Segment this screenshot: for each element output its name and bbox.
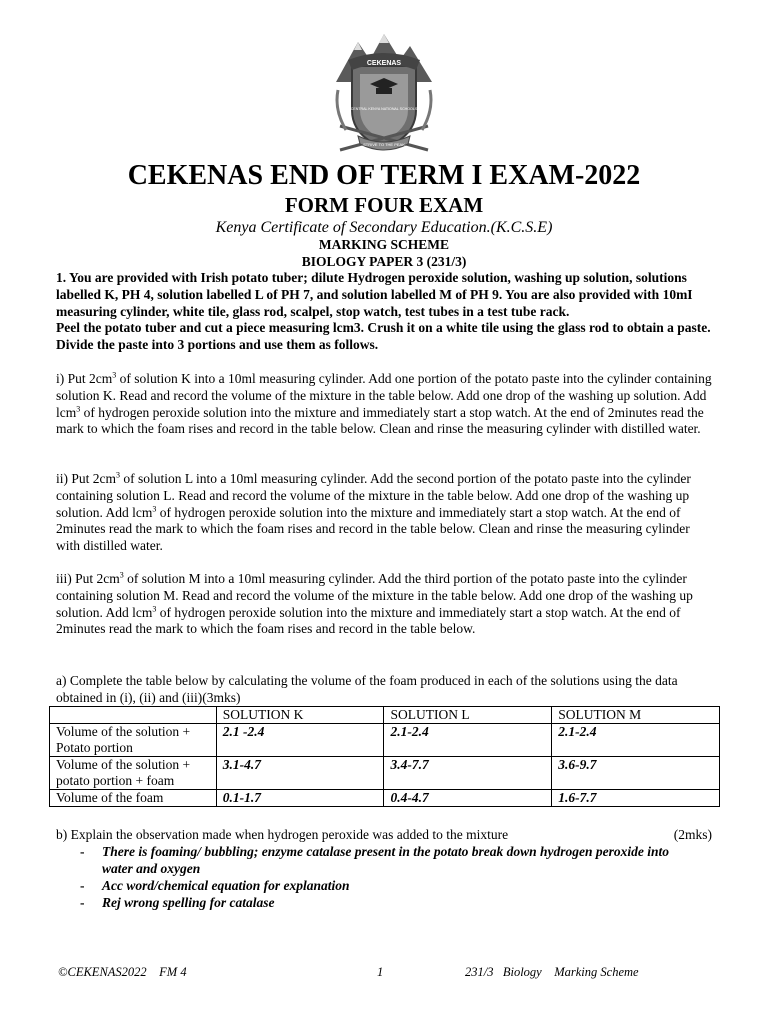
marking-scheme-heading: MARKING SCHEME bbox=[318, 237, 450, 252]
answer-list bbox=[78, 843, 678, 911]
bullet-dash: - bbox=[80, 844, 85, 859]
superscript: 3 bbox=[116, 470, 120, 480]
table-cell: 3.6-9.7 bbox=[552, 757, 720, 790]
paper-heading: BIOLOGY PAPER 3 (231/3) bbox=[301, 254, 467, 269]
table-header-cell: SOLUTION M bbox=[552, 707, 720, 724]
question-1-instruction: Peel the potato tuber and cut a piece measuring lcm3. Crush it on a white tile using the glass rod to obtain a paste. Divide the paste into 3 portions and use them as follows. bbox=[56, 320, 711, 353]
step-iii-text-b: of solution M into a 10ml measuring cylinder. Add the third portion of the potato paste into the cylinder containing solution M. Read and record the volume of the mixture in the table below. Add one drop of the washing up solution. Add lcm bbox=[56, 571, 693, 620]
footer-right: 231/3 Biology Marking Scheme bbox=[465, 965, 639, 979]
logo-banner-text: CEKENAS bbox=[366, 60, 402, 67]
part-b-question bbox=[56, 826, 712, 843]
step-ii bbox=[56, 471, 716, 555]
table-cell: 2.1-2.4 bbox=[552, 724, 720, 757]
row-label: Volume of the foam bbox=[50, 790, 217, 807]
step-i-text-b: of solution K into a 10ml measuring cylinder. Add one portion of the potato paste into the cylinder containing solution K. Read and record the volume of the mixture in the table below. Add one drop of the washing up solution. Add lcm bbox=[56, 371, 712, 420]
exam-subtitle: FORM FOUR EXAM bbox=[284, 193, 484, 217]
table-cell: 0.1-1.7 bbox=[216, 790, 384, 807]
table-cell: 1.6-7.7 bbox=[552, 790, 720, 807]
certificate-name: Kenya Certificate of Secondary Education.(K.C.S.E) bbox=[215, 219, 553, 236]
footer-page-number: 1 bbox=[377, 965, 384, 979]
results-table bbox=[49, 706, 720, 807]
step-ii-text-a: ii) Put 2cm bbox=[56, 471, 116, 486]
answer-text: Acc word/chemical equation for explanation bbox=[102, 878, 350, 893]
table-cell: 3.1-4.7 bbox=[216, 757, 384, 790]
question-1 bbox=[56, 270, 716, 354]
table-row bbox=[50, 724, 720, 757]
row-label: Volume of the solution + Potato portion bbox=[50, 724, 217, 757]
table-header-row bbox=[50, 707, 720, 724]
superscript: 3 bbox=[152, 504, 157, 514]
row-label: Volume of the solution + potato portion + foam bbox=[50, 757, 217, 790]
table-header-cell: SOLUTION K bbox=[216, 707, 384, 724]
table-cell: 3.4-7.7 bbox=[384, 757, 552, 790]
table-row bbox=[50, 757, 720, 790]
table-cell: 0.4-4.7 bbox=[384, 790, 552, 807]
table-header-cell bbox=[50, 707, 217, 724]
list-item bbox=[78, 843, 678, 877]
part-b-text: b) Explain the observation made when hydrogen peroxide was added to the mixture bbox=[56, 827, 509, 842]
part-b-marks: (2mks) bbox=[673, 827, 712, 842]
table-row bbox=[50, 790, 720, 807]
school-crest-logo bbox=[330, 30, 438, 160]
superscript: 3 bbox=[119, 570, 124, 580]
answer-text: There is foaming/ bubbling; enzyme catalase present in the potato break down hydrogen peroxide into water and oxygen bbox=[102, 844, 670, 876]
superscript: 3 bbox=[112, 370, 117, 380]
part-a-question: a) Complete the table below by calculating the volume of the foam produced in each of the solutions using the data obtained in (i), (ii) and (iii)(3mks) bbox=[56, 673, 678, 705]
table-cell: 2.1 -2.4 bbox=[216, 724, 384, 757]
step-i bbox=[56, 371, 716, 438]
question-1-intro: 1. You are provided with Irish potato tuber; dilute Hydrogen peroxide solution, washing up solution, solutions labelled K, PH 4, solution labelled L of PH 7, and solution labelled M of PH 9. You are also provided with 10mI measuring cylinder, white tile, glass rod, scalpel, stop watch, test tubes in a test tube rack. bbox=[56, 270, 693, 319]
step-i-text-a: i) Put 2cm bbox=[56, 371, 113, 386]
step-iii-text-a: iii) Put 2cm bbox=[56, 571, 120, 586]
logo-motto-text: STRIVE TO THE PEAK bbox=[363, 142, 405, 147]
bullet-dash: - bbox=[80, 878, 85, 893]
answer-text: Rej wrong spelling for catalase bbox=[102, 895, 275, 910]
exam-title: CEKENAS END OF TERM I EXAM-2022 bbox=[127, 160, 641, 191]
footer-left: ©CEKENAS2022 FM 4 bbox=[58, 965, 187, 979]
step-ii-text-b: of solution L into a 10ml measuring cylinder. Add the second portion of the potato paste into the cylinder containing solution L. Read and record the volume of the mixture in the table below. Add one drop of the washing up solution. Add lcm bbox=[56, 471, 691, 520]
table-header-cell: SOLUTION L bbox=[384, 707, 552, 724]
step-i-text-c: of hydrogen peroxide solution into the mixture and immediately start a stop watch. At the end of 2minutes read the mark to which the foam rises and record in the table below. Clean and rinse the measuring cylinder with distilled water. bbox=[56, 404, 704, 437]
step-ii-text-c: of hydrogen peroxide solution into the mixture and immediately start a stop watch. At the end of 2minutes read the mark to which the foam rises and record in the table below. Clean and rinse the measuring cylinder with distilled water. bbox=[56, 504, 690, 554]
superscript: 3 bbox=[76, 404, 81, 414]
step-iii-text-c: of hydrogen peroxide solution into the mixture and immediately start a stop watch. At the end of 2minutes read the mark to which the foam rises and record in the table below. bbox=[56, 604, 681, 637]
superscript: 3 bbox=[152, 604, 157, 614]
step-iii bbox=[56, 571, 716, 638]
list-item bbox=[78, 894, 678, 911]
table-cell: 2.1-2.4 bbox=[384, 724, 552, 757]
list-item bbox=[78, 877, 678, 894]
bullet-dash: - bbox=[80, 895, 85, 910]
logo-inner-text: CENTRAL KENYA NATIONAL SCHOOLS bbox=[350, 107, 418, 111]
